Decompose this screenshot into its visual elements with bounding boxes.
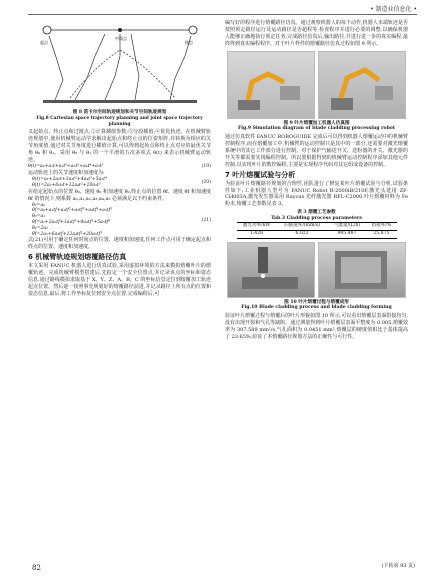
base-plate xyxy=(43,100,197,103)
section-header: • 制造业信息化 • xyxy=(370,6,417,13)
table-cell: 995.487 xyxy=(328,230,367,238)
start-point-label: 起点 xyxy=(39,40,48,45)
equation-19-number: (19) xyxy=(201,163,211,169)
equation-20-line: θ̇(t)=a₁+2a₂t+3a₃t²+4a₄t³+5a₅t⁴ xyxy=(32,176,107,182)
page-number: 82 xyxy=(32,564,41,572)
section-7-heading: 7 叶片熔覆试验与分析 xyxy=(225,170,296,179)
section-6-heading: 6 机械臂轨迹规划熔覆路径仿真 xyxy=(28,253,127,262)
via-point-label: 中间点 xyxy=(114,36,127,41)
fig9-image-right xyxy=(318,51,406,119)
right-column xyxy=(225,20,408,341)
right-paragraph-2: 通过仿真软件 FANUC ROBOGUIDE 完成后可以得到机器人熔覆运动中的机械臂控制程序,而在熔覆加工中,机械臂的运动控制只是其中的一部分,还需要对激光熔覆系统中的其它工作部分进行控制。对于保护气输送开关、送粉器的开关、激光器的开关等都需要实现编程控制。所以要根据得到的机械臂运动控制程序添加其他元件控制,以实现叶片的数控编程,主要是实现程序代码对其它组成设备的控制。 xyxy=(225,134,408,168)
table-header-cell: 搭接率/% xyxy=(366,222,396,230)
equation-21-line: θ̇₀=a₁ xyxy=(32,214,46,220)
equation-20 xyxy=(28,177,211,189)
right-paragraph-1: 编写好的程序进行熔覆路径仿真。通过观察机器人的每个动作,机器人末端轨迹是否按照预定路径运行及运动路径是否超程等,检查程序并进行必要的调整,以确保机器人能够正确地执行预定任务,完成路径仿真后,输出路径,并进行进一步的真实编程,最终得到真实编程程序。对于叶片样件的熔覆路径仿真过程如图 9 所示。 xyxy=(225,20,408,47)
equation-21-line: θ̈₀=2a₂ xyxy=(32,225,48,231)
equation-21-line: θ̈f=2a₂+6a₃tf+12a₄tf²+20a₅tf³ xyxy=(32,231,103,237)
fig10-image-left xyxy=(227,242,315,298)
table3-title-en: Tab.3 Cladding process parameters xyxy=(271,216,362,222)
trajectory-diagram xyxy=(35,20,205,108)
left-column xyxy=(28,20,211,298)
left-paragraph-5: 本文采用 FANUC 机器人进行仿真试验,采用虚拟环境的方法来模拟熔覆叶片的熔覆轨迹。完成机械臂模型搭建后,先拟定一个安全位置点,并记录该点的坐标和姿态信息,通过路线模拟求取基于 X、Y、Z、A、B、C 的坐标信息定位到熔覆加工轨迹起点位置。然后逐一按照事先规划好的熔覆路径前进,并记录路径上所有点的位置和姿态信息,最后,将工作坐标复位到安全点位置,完成编程后,可 xyxy=(28,263,211,297)
table-cell: 1.428 xyxy=(237,230,277,238)
table-row xyxy=(237,230,397,238)
equation-19-body: θ(t)=a₀+a₁t+a₂t²+a₃t³+a₄t⁴+a₅t⁵ xyxy=(28,163,104,169)
robot-sim-left xyxy=(228,52,314,118)
table-header-cell: 扫描速率/(mm/s) xyxy=(277,222,328,230)
fig10-image-right xyxy=(318,242,406,298)
fig10-caption-en: Fig.10 Blade cladding process and blade cladding forming xyxy=(241,305,392,311)
equation-20-line: θ̈(t)=2a₂+6a₃t+12a₄t²+20a₅t³ xyxy=(32,182,101,188)
fig9-caption-en: Fig.9 Simulation diagram of blade cladding processing robot xyxy=(238,126,395,132)
end-point-label: 终点 xyxy=(184,40,193,45)
fig8-caption-en: Fig.8 Cartesian space trajectory planning and joint space trajectory planning xyxy=(36,115,203,127)
right-paragraph-3: 为验证叶片熔覆路径规划的合理性,团队进行了修复某叶片熔覆试验与分析,试验条件如下:工业机器人型号为 FANUC Robot R-2000iB/210F,激光头选用 ZF-CH003A,激光发生器采用 Raycus 光纤激光器 RFL-C2000,叶片熔覆材料为 Fe 粉末,熔覆工艺参数见表 3。 xyxy=(225,180,408,208)
equation-21-line: θ̇f=a₁+2a₂tf+3a₃tf²+4a₄tf³+5a₅tf⁴ xyxy=(32,220,111,226)
header-rule xyxy=(28,14,417,15)
fig9-image-left xyxy=(227,51,315,119)
table-cell: 6.023 xyxy=(277,230,328,238)
equation-21-number: (21) xyxy=(201,217,211,223)
figure-10 xyxy=(225,242,408,298)
left-paragraph-4: 式(21)可用于确定任何时间点的位置、速度和加速度,任何工作点可用于确定起点和终点的位置、速度和加速度。 xyxy=(28,237,211,251)
right-paragraph-4: 验证叶片熔覆过程与熔覆后的叶片形貌如图 10 所示,可以看出熔覆层表面搭接均匀,没有出现开裂和气孔等缺陷。通过测量得到叶片熔覆层表面平整度为 0.005,熔覆效率为 307.589 mm²/s,气孔面积为 0.0451 mm²,熔覆层的硬度值相比于基体提高了 23.65%,验证了本熔覆路径规划方法的正确性与可行性。 xyxy=(225,313,408,340)
left-paragraph-3: 在给定起始点的位置 θ₀、速度 θ̇₀ 和加速度 θ̈₀,终止点的位置 θf、速度 θ̇f 和加速度 θ̈f 的情况下,则系数 a₀,a₁,a₂,a₃,a₄,a₅ 必须满足以下约束条件。 xyxy=(28,188,211,202)
fig9-caption-cn: 图 9 叶片熔覆加工机器人仿真图 xyxy=(283,120,350,126)
figure-9 xyxy=(225,51,408,119)
cladding-forming-photo xyxy=(319,243,405,297)
equation-19 xyxy=(28,164,211,170)
table-header-row xyxy=(237,222,397,230)
figure-8 xyxy=(35,20,205,108)
table-cell: 25.875 xyxy=(366,230,396,238)
left-paragraph-1: 义起始点、终止点和过渡点;②计算插值参数;③分段插值;④优化轨迹。在机械臂轨迹规划中,使用机械臂运动学求解出起始点和终止点的位姿矩阵,并转换为相应的关节角度值,通过对关节角度进行插值计算,可以得到起始点和终止点对应的最优关节角 θ₀ 和 θ₁。采用 θ₀ 与 θ₁ 的一个平滑的五次多项式 θ(t) 来表示机械臂运动轨迹。 xyxy=(28,129,211,164)
table3-title-cn: 表 3 熔覆工艺参数 xyxy=(297,210,336,216)
equation-21 xyxy=(28,203,211,238)
equation-20-number: (20) xyxy=(201,179,211,185)
cartesian-path xyxy=(43,26,197,34)
cladding-process-photo xyxy=(228,243,314,297)
arm-sketches xyxy=(49,34,191,100)
equation-21-line: θ₀=a₀ xyxy=(32,202,46,208)
continued-note: (下转第 93 页) xyxy=(381,563,415,569)
left-paragraph-2: 运动轨迹上的关节速度和加速度为: xyxy=(28,169,105,176)
table-header-cell: 激光功率/kW xyxy=(237,222,277,230)
fig10-caption-cn: 图 10 叶片熔覆过程与熔覆成形 xyxy=(284,299,349,305)
cladding-parameters-table xyxy=(237,222,397,239)
fig8-caption-cn: 图 8 笛卡尔空间轨迹规划和关节空间轨迹规划 xyxy=(72,110,167,115)
robot-sim-right xyxy=(319,52,405,118)
table-header-cell: 气流量/(L/h) xyxy=(328,222,367,230)
equation-21-line: θf=a₀+a₁tf+a₂tf²+a₃tf³+a₄tf⁴+a₅tf⁵ xyxy=(32,208,113,214)
